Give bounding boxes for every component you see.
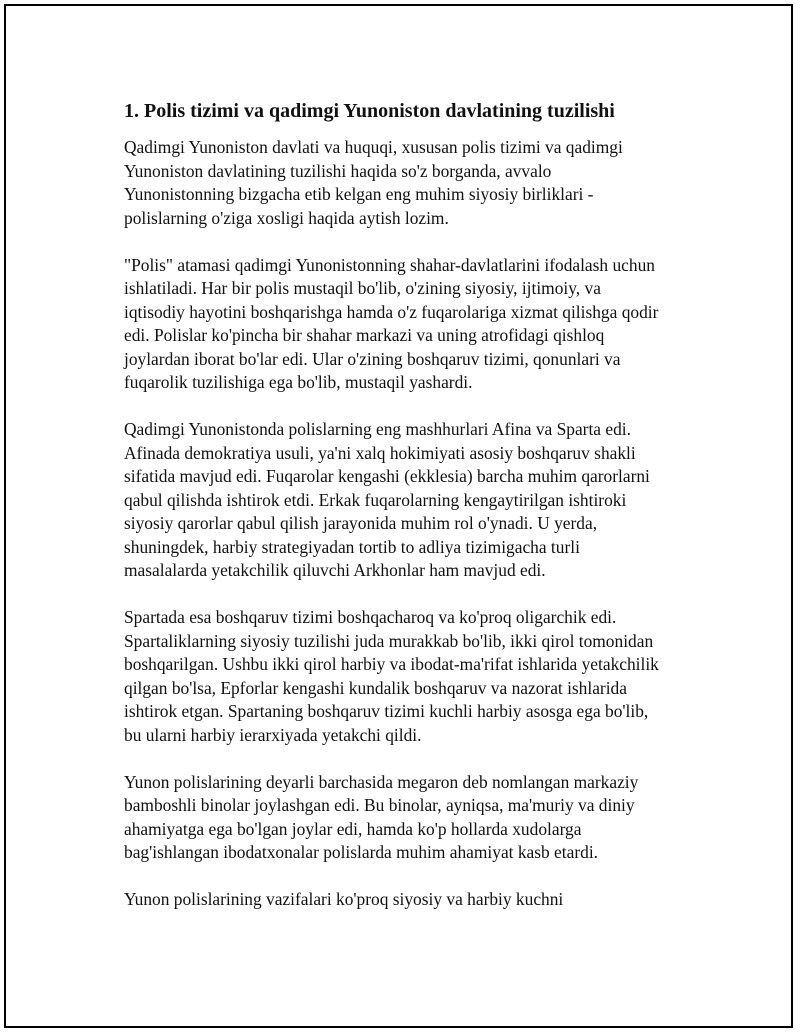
text-line: Qadimgi Yunoniston davlati va huquqi, xususan polis tizimi va qadimgi — [124, 137, 623, 157]
text-line: Yunon polislarining deyarli barchasida megaron deb nomlangan markaziy — [124, 771, 639, 792]
text-line: bag'ishlangan ibodatxonalar polislarda muhim ahamiyat kasb etardi. — [124, 842, 598, 862]
text-line: polislarning o'ziga xosligi haqida aytish lozim. — [124, 207, 449, 228]
paragraph — [124, 771, 714, 865]
text-line: "Polis" atamasi qadimgi Yunonistonning shahar-davlatlarini ifodalash uchun — [124, 254, 655, 275]
text-line: Yunonistonning bizgacha etib kelgan eng muhim siyosiy birliklari - — [124, 184, 594, 204]
text-line: masalalarda yetakchilik qiluvchi Arkhonlar ham mavjud edi. — [124, 560, 546, 580]
text-line: bamboshli binolar joylashgan edi. Bu binolar, ayniqsa, ma'muriy va diniy — [124, 795, 635, 815]
text-line: bu ularni harbiy ierarxiyada yetakchi qildi. — [124, 724, 422, 745]
paragraph — [124, 136, 714, 230]
text-line: Spartada esa boshqaruv tizimi boshqacharoq va ko'proq oligarchik edi. — [124, 607, 617, 627]
text-line: boshqarilgan. Ushbu ikki qirol harbiy va ibodat-ma'rifat ishlarida yetakchilik — [124, 654, 659, 674]
text-line: ahamiyatga ega bo'lgan joylar edi, hamda ko'p hollarda xudolarga — [124, 818, 582, 839]
text-line: edi. Polislar ko'pincha bir shahar markazi va uning atrofidagi qishloq — [124, 325, 605, 345]
paragraph — [124, 888, 714, 912]
paragraph — [124, 254, 714, 395]
text-line: Qadimgi Yunonistonda polislarning eng mashhurlari Afina va Sparta edi. — [124, 419, 631, 439]
text-line: shuningdek, harbiy strategiyadan tortib to adliya tizimigacha turli — [124, 536, 580, 557]
document-body — [124, 98, 714, 935]
text-line: qilgan bo'lsa, Epforlar kengashi kundalik boshqaruv va nazorat ishlarida — [124, 677, 627, 698]
text-line: Yunon polislarining vazifalari ko'proq siyosiy va harbiy kuchni — [124, 889, 564, 909]
text-line: joylardan iborat bo'lar edi. Ular o'zining boshqaruv tizimi, qonunlari va — [124, 348, 621, 369]
text-line: sifatida mavjud edi. Fuqarolar kengashi (ekklesia) barcha muhim qarorlarni — [124, 466, 650, 486]
text-line: Afinada demokratiya usuli, ya'ni xalq hokimiyati asosiy boshqaruv shakli — [124, 442, 636, 463]
text-line: Yunoniston davlatining tuzilishi haqida so'z borganda, avvalo — [124, 160, 552, 181]
page-frame — [4, 4, 793, 1028]
document-title: 1. Polis tizimi va qadimgi Yunoniston davlatining tuzilishi — [124, 100, 615, 122]
paragraph — [124, 606, 714, 747]
text-line: Spartaliklarning siyosiy tuzilishi juda murakkab bo'lib, ikki qirol tomonidan — [124, 630, 654, 651]
text-line: ishlatiladi. Har bir polis mustaqil bo'lib, o'zining siyosiy, ijtimoiy, va — [124, 278, 601, 298]
text-line: siyosiy qarorlar qabul qilish jarayonida muhim rol o'ynadi. U yerda, — [124, 513, 598, 533]
text-line: qabul qilishda ishtirok etdi. Erkak fuqarolarning kengaytirilgan ishtiroki — [124, 489, 627, 510]
paragraph — [124, 418, 714, 583]
text-line: iqtisodiy hayotini boshqarishga hamda o'z fuqarolariga xizmat qilishga qodir — [124, 301, 659, 322]
text-line: ishtirok etgan. Spartaning boshqaruv tizimi kuchli harbiy asosga ega bo'lib, — [124, 701, 649, 721]
text-line: fuqarolik tuzilishiga ega bo'lib, mustaqil yashardi. — [124, 372, 473, 392]
